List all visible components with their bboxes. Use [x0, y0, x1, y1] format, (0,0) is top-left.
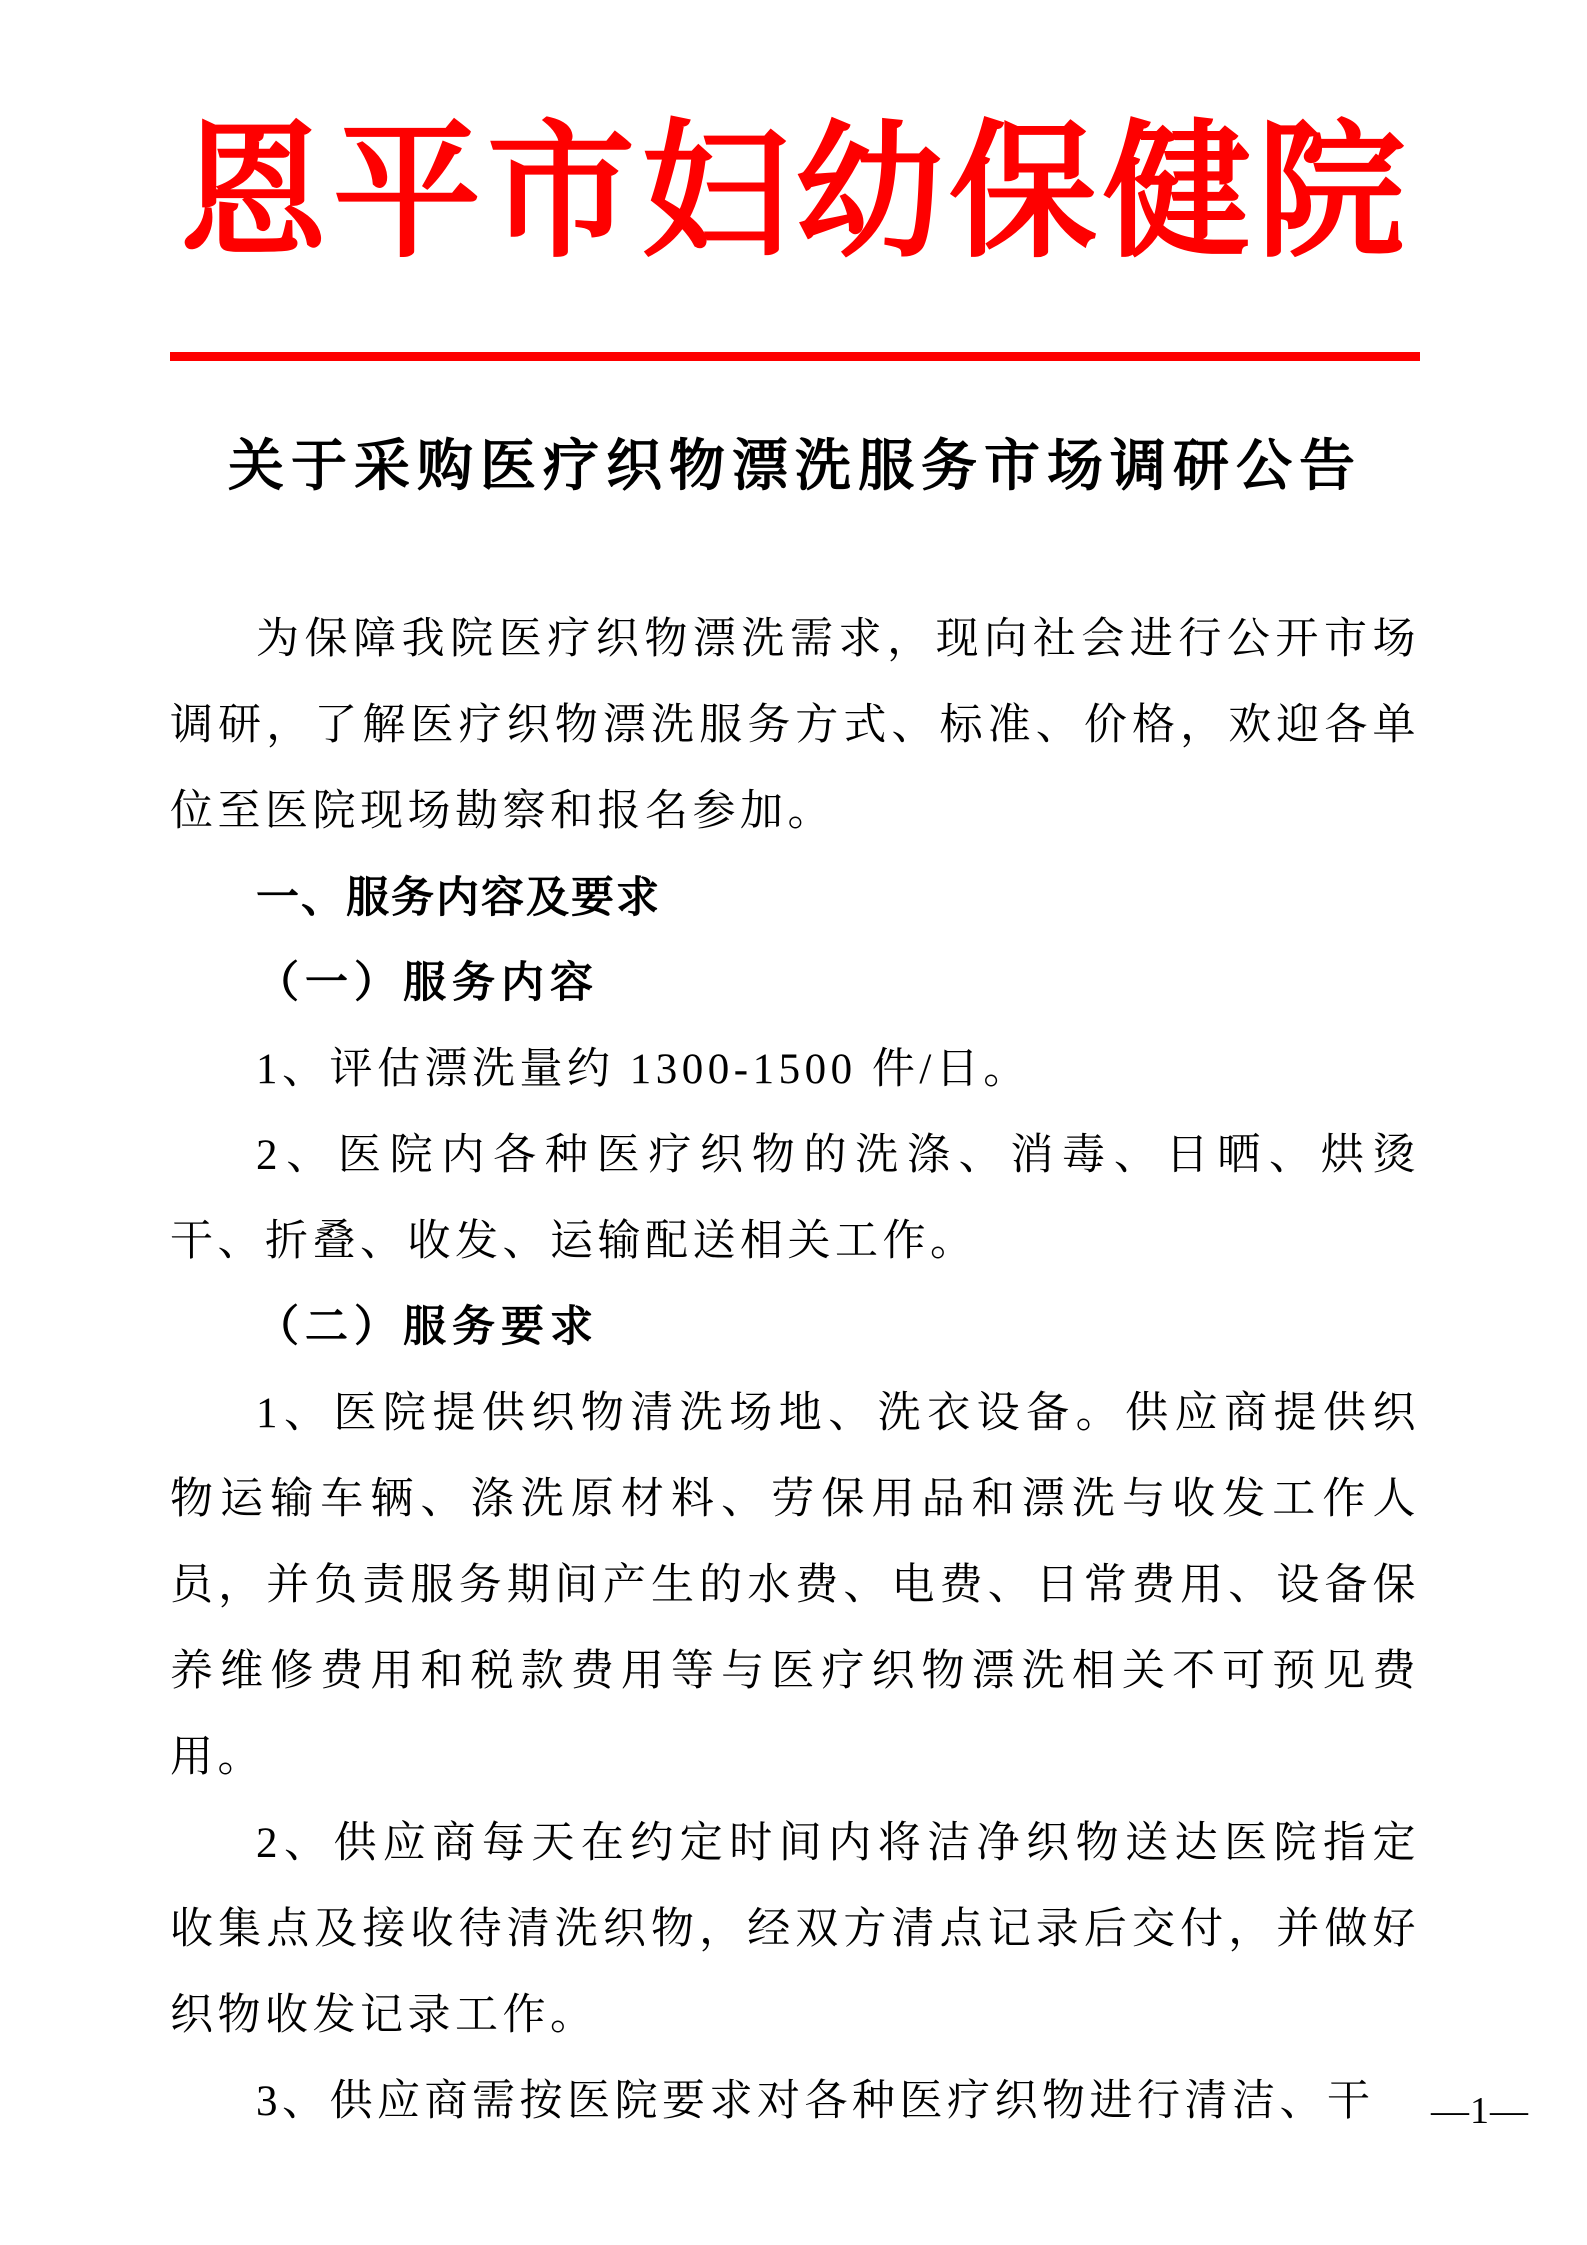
body-paragraph: 1、评估漂洗量约 1300-1500 件/日。: [256, 1046, 1031, 1093]
document-body: [170, 597, 1420, 2145]
body-paragraph: 2、供应商每天在约定时间内将洁净织物送达医院指定收集点及接收待清洗织物，经双方清点记录后交付，并做好织物收发记录工作。: [170, 1820, 1420, 2039]
body-paragraph: 2、医院内各种医疗织物的洗涤、消毒、日晒、烘烫干、折叠、收发、运输配送相关工作。: [170, 1132, 1420, 1265]
subsection-heading: （一）服务内容: [256, 960, 599, 1007]
document-title: 关于采购医疗织物漂洗服务市场调研公告: [228, 436, 1362, 498]
header-divider: [170, 352, 1420, 361]
body-paragraph: 3、供应商需按医院要求对各种医疗织物进行清洁、干: [256, 2078, 1375, 2125]
body-paragraph: 为保障我院医疗织物漂洗需求，现向社会进行公开市场调研，了解医疗织物漂洗服务方式、标准、价格，欢迎各单位至医院现场勘察和报名参加。: [170, 616, 1420, 835]
document-content: [0, 108, 1587, 2145]
body-paragraph: 1、医院提供织物清洗场地、洗衣设备。供应商提供织物运输车辆、涤洗原材料、劳保用品和漂洗与收发工作人员，并负责服务期间产生的水费、电费、日常费用、设备保养维修费用和税款费用等与医疗织物漂洗相关不可预见费用。: [170, 1390, 1420, 1781]
page-number: —1—: [1431, 2090, 1529, 2132]
subsection-heading: （二）服务要求: [256, 1304, 599, 1351]
section-heading: 一、服务内容及要求: [256, 874, 661, 922]
hospital-name-header: 恩平市妇幼保健院: [179, 112, 1411, 276]
